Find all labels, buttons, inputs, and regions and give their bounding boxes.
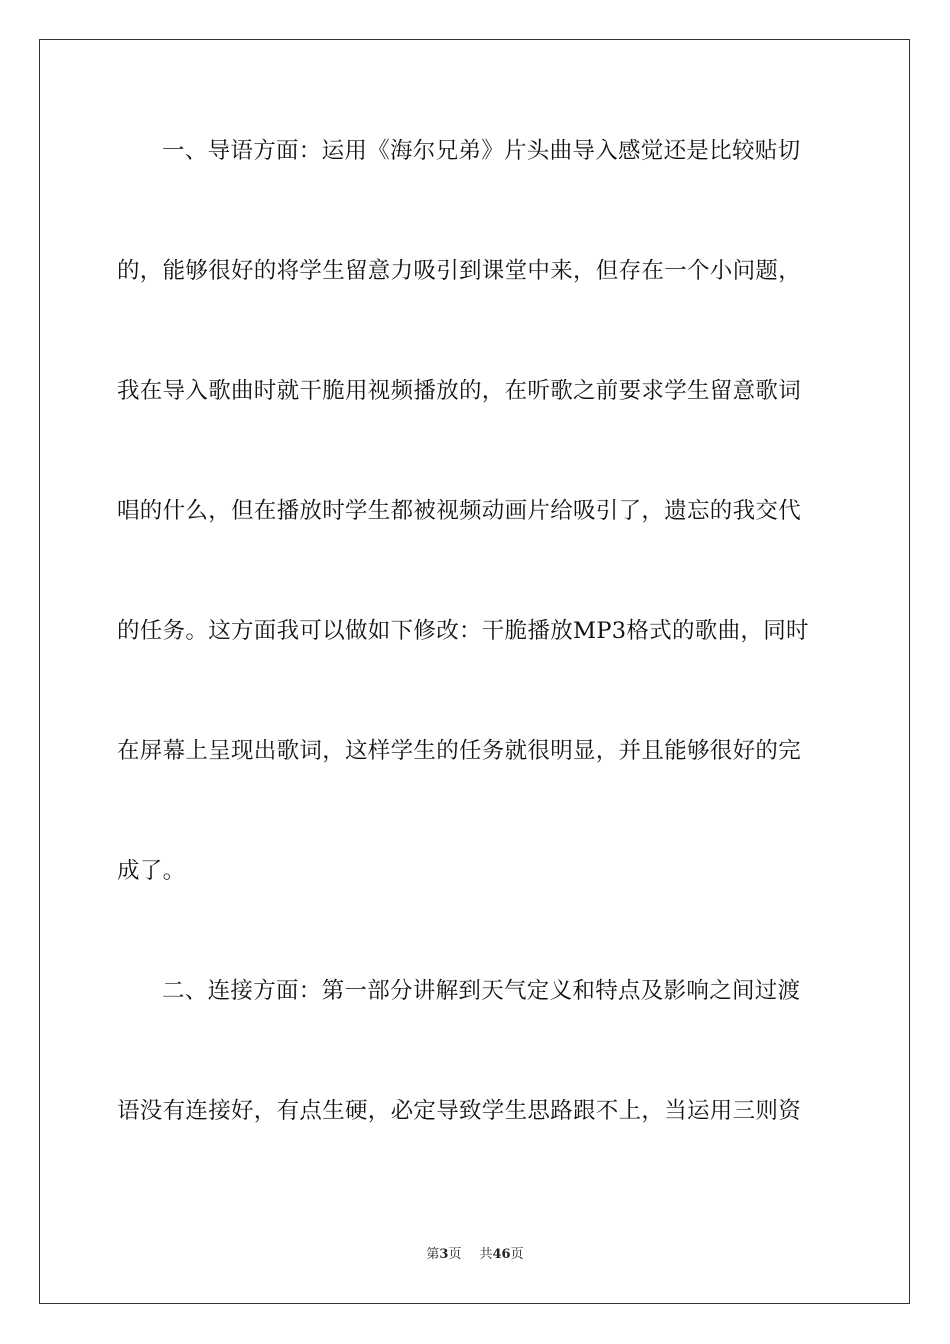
paragraph-1-line-4: 唱的什么，但在播放时学生都被视频动画片给吸引了，遗忘的我交代: [117, 498, 802, 524]
page-suffix: 页: [448, 1247, 462, 1262]
page-prefix: 第: [426, 1247, 440, 1262]
total-suffix: 页: [510, 1247, 524, 1262]
page-number: 3: [439, 1247, 449, 1262]
total-pages: 46: [492, 1247, 511, 1262]
paragraph-2-line-2: 语没有连接好，有点生硬，必定导致学生思路跟不上，当运用三则资: [117, 1098, 802, 1124]
total-prefix: 共: [479, 1247, 493, 1262]
paragraph-1-line-2: 的，能够很好的将学生留意力吸引到课堂中来，但存在一个小问题，: [117, 258, 802, 284]
page-footer: [0, 1246, 950, 1264]
paragraph-1-line-7: 成了。: [117, 858, 186, 884]
paragraph-1-line-6: 在屏幕上呈现出歌词，这样学生的任务就很明显，并且能够很好的完: [117, 738, 802, 764]
paragraph-1-line-5: 的任务。这方面我可以做如下修改：干脆播放MP3格式的歌曲，同时: [117, 618, 809, 644]
paragraph-1-line-1: 一、导语方面：运用《海尔兄弟》片头曲导入感觉还是比较贴切: [162, 138, 801, 164]
paragraph-1-line-3: 我在导入歌曲时就干脆用视频播放的，在听歌之前要求学生留意歌词: [117, 378, 802, 404]
paragraph-2-line-1: 二、连接方面：第一部分讲解到天气定义和特点及影响之间过渡: [162, 978, 801, 1004]
